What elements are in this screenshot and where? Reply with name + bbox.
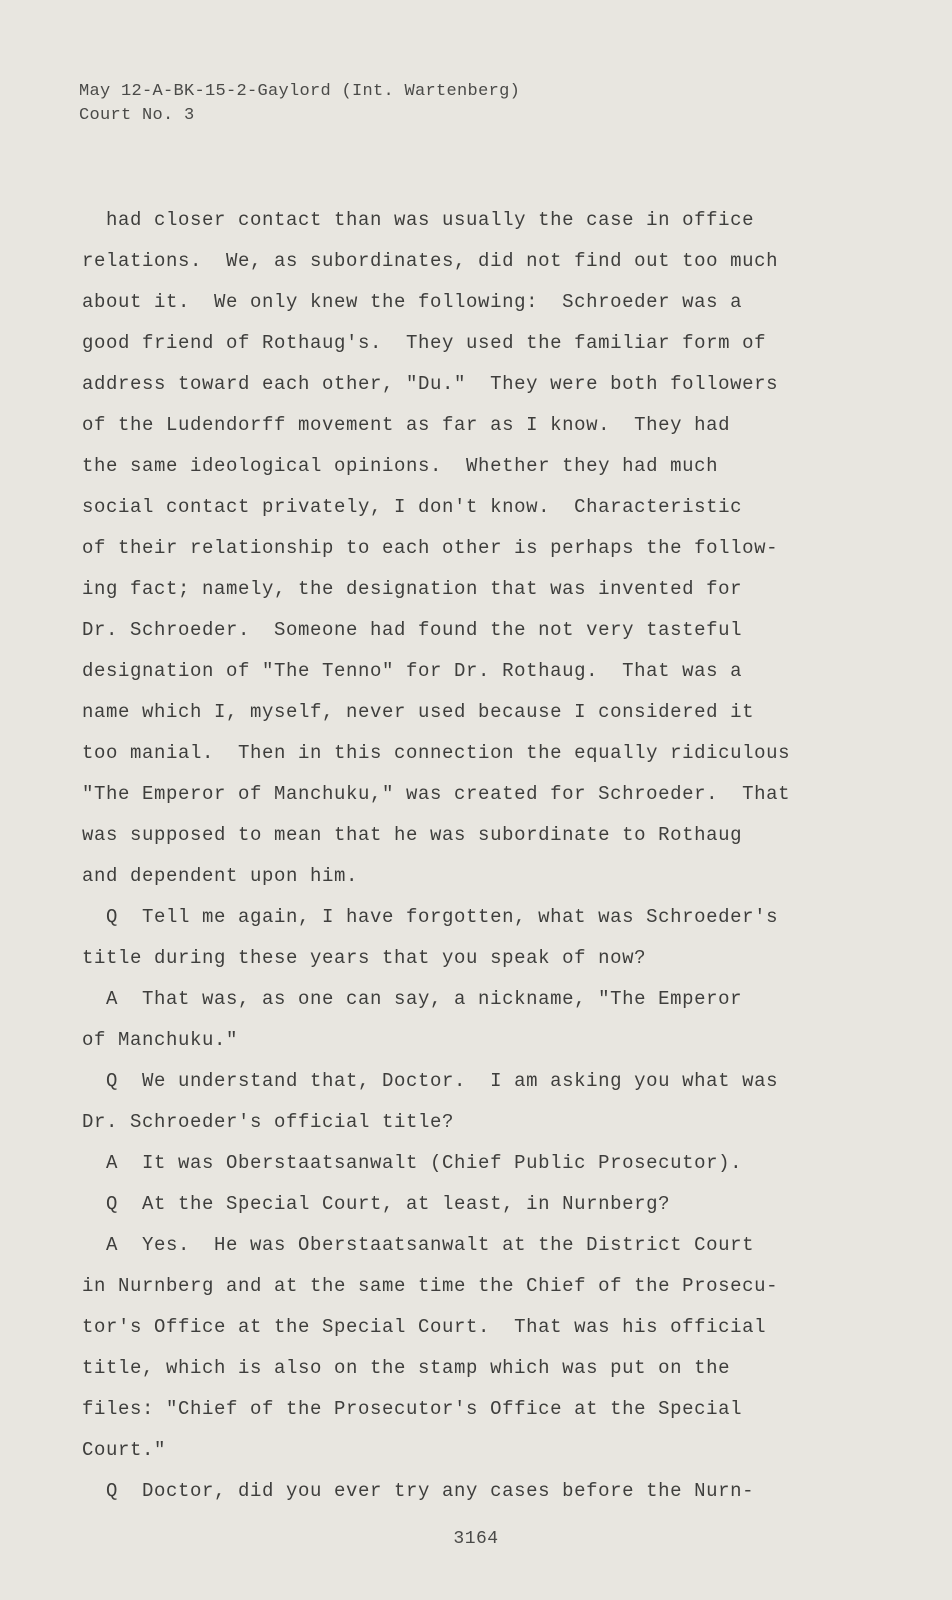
header-session-line: May 12-A-BK-15-2-Gaylord (Int. Wartenberg)	[79, 82, 521, 101]
transcript-line: Court."	[82, 1439, 167, 1461]
header-court-line: Court No. 3	[79, 106, 195, 125]
transcript-line: files: "Chief of the Prosecutor's Office at the Special	[82, 1398, 743, 1420]
transcript-line: was supposed to mean that he was subordinate to Rothaug	[82, 824, 743, 846]
answer-line: A Yes. He was Oberstaatsanwalt at the District Court	[82, 1234, 755, 1256]
transcript-line: of Manchuku."	[82, 1029, 239, 1051]
transcript-line: designation of "The Tenno" for Dr. Rothaug. That was a	[82, 660, 743, 682]
document-header	[79, 80, 520, 128]
transcript-body	[82, 200, 912, 1512]
page-number: 3164	[453, 1529, 499, 1549]
transcript-line: social contact privately, I don't know. Characteristic	[82, 496, 743, 518]
transcript-line: of their relationship to each other is perhaps the follow-	[82, 537, 779, 559]
transcript-line: title during these years that you speak of now?	[82, 947, 647, 969]
transcript-line: Dr. Schroeder's official title?	[82, 1111, 455, 1133]
answer-line: A That was, as one can say, a nickname, "The Emperor	[82, 988, 743, 1010]
question-line: Q Tell me again, I have forgotten, what was Schroeder's	[82, 906, 779, 928]
transcript-line: "The Emperor of Manchuku," was created for Schroeder. That	[82, 783, 791, 805]
question-line: Q Doctor, did you ever try any cases before the Nurn-	[82, 1480, 755, 1502]
question-line: Q We understand that, Doctor. I am asking you what was	[82, 1070, 779, 1092]
transcript-line: in Nurnberg and at the same time the Chief of the Prosecu-	[82, 1275, 779, 1297]
transcript-line: title, which is also on the stamp which was put on the	[82, 1357, 731, 1379]
transcript-line: about it. We only knew the following: Schroeder was a	[82, 291, 743, 313]
transcript-line: had closer contact than was usually the case in office	[82, 209, 755, 231]
transcript-line: the same ideological opinions. Whether they had much	[82, 455, 719, 477]
question-line: Q At the Special Court, at least, in Nurnberg?	[82, 1193, 671, 1215]
transcript-line: Dr. Schroeder. Someone had found the not very tasteful	[82, 619, 743, 641]
transcript-line: tor's Office at the Special Court. That was his official	[82, 1316, 767, 1338]
transcript-line: address toward each other, "Du." They were both followers	[82, 373, 779, 395]
transcript-line: relations. We, as subordinates, did not find out too much	[82, 250, 779, 272]
transcript-line: too manial. Then in this connection the equally ridiculous	[82, 742, 791, 764]
transcript-line: and dependent upon him.	[82, 865, 359, 887]
transcript-line: of the Ludendorff movement as far as I know. They had	[82, 414, 731, 436]
transcript-line: ing fact; namely, the designation that was invented for	[82, 578, 743, 600]
transcript-line: name which I, myself, never used because I considered it	[82, 701, 755, 723]
transcript-line: good friend of Rothaug's. They used the familiar form of	[82, 332, 767, 354]
answer-line: A It was Oberstaatsanwalt (Chief Public Prosecutor).	[82, 1152, 743, 1174]
